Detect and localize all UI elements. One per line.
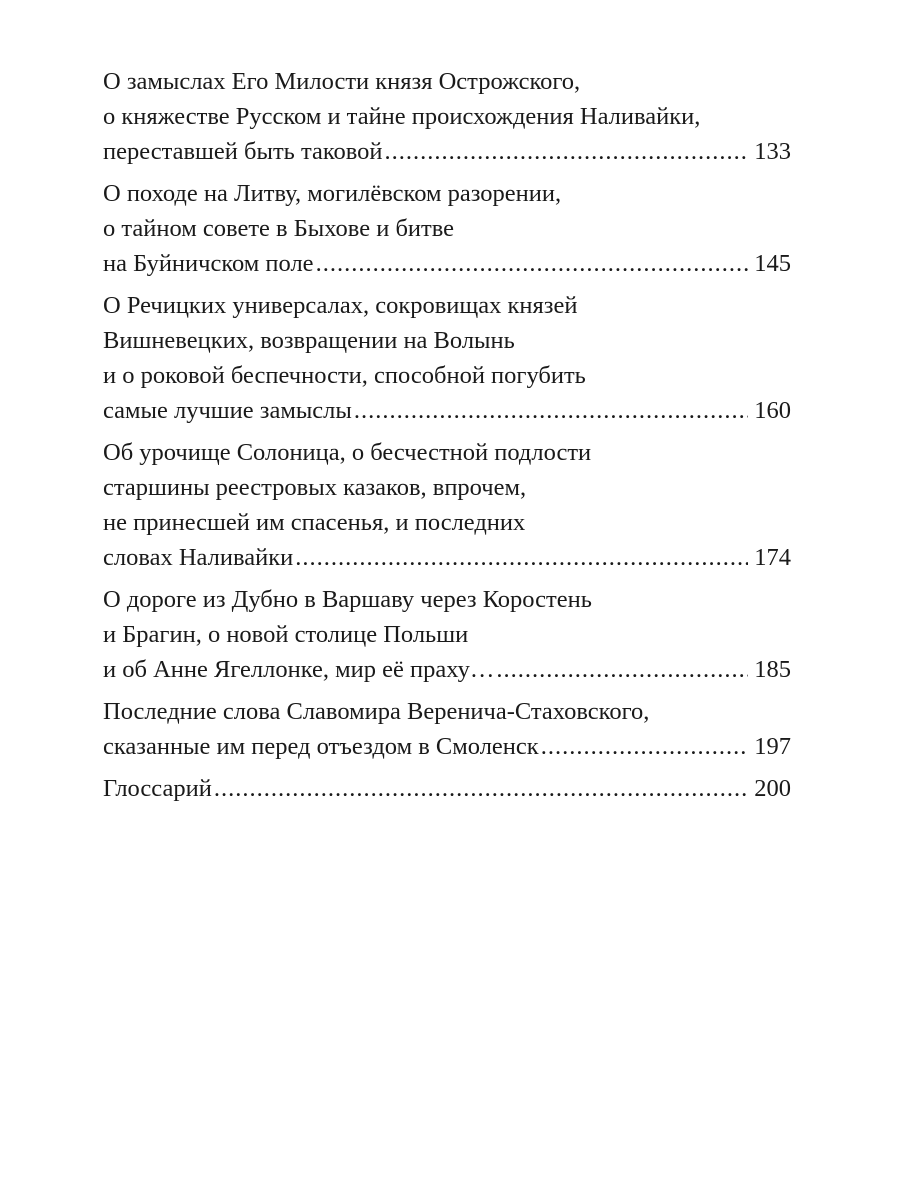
toc-entry[interactable] (103, 435, 791, 575)
toc-entry-title-line: О Речицких универсалах, сокровищах князей (103, 292, 578, 319)
toc-entry-title-line: и Брагин, о новой столице Польши (103, 621, 469, 648)
dot-leader (496, 652, 748, 687)
toc-entry-title-line: словах Наливайки (103, 544, 294, 571)
toc-entry-title-line: не принесшей им спасенья, и последних (103, 509, 526, 536)
toc-entry[interactable] (103, 176, 791, 281)
toc-page-number: 160 (754, 397, 791, 424)
dot-leader (214, 771, 748, 806)
toc-entry[interactable] (103, 694, 791, 764)
toc-entry-title-line: и об Анне Ягеллонке, мир её праху… (103, 656, 495, 683)
toc-page-number: 197 (754, 733, 791, 760)
toc-entry-title-line: переставшей быть таковой (103, 138, 383, 165)
toc-entry-title-line: о княжестве Русском и тайне происхождения Наливайки, (103, 103, 701, 130)
dot-leader (316, 246, 749, 281)
toc-entry-title-line: старшины реестровых казаков, впрочем, (103, 474, 527, 501)
dot-leader (541, 729, 749, 764)
toc-entry-last-line (103, 246, 791, 281)
toc-page-number: 185 (754, 656, 791, 683)
toc-entry-last-line (103, 652, 791, 687)
toc-entry-last-line (103, 729, 791, 764)
toc-entry-title-line: самые лучшие замыслы (103, 397, 352, 424)
dot-leader (354, 393, 748, 428)
toc-entry-title-line: О походе на Литву, могилёвском разорении, (103, 180, 562, 207)
toc-page-number: 133 (754, 138, 791, 165)
dot-leader (385, 134, 749, 169)
toc-page-number: 145 (754, 250, 791, 277)
toc-entry-last-line (103, 771, 791, 806)
toc-entry[interactable] (103, 771, 791, 806)
table-of-contents (103, 64, 791, 813)
toc-entry-last-line (103, 134, 791, 169)
toc-entry-title-line: Об урочище Солоница, о бесчестной подлости (103, 439, 592, 466)
toc-entry-title-line: сказанные им перед отъездом в Смоленск (103, 733, 539, 760)
toc-entry-title-line: о тайном совете в Быхове и битве (103, 215, 455, 242)
dot-leader (295, 540, 748, 575)
toc-entry-title-line: Последние слова Славомира Веренича-Стаховского, (103, 698, 650, 725)
toc-entry-title-line: и о роковой беспечности, способной погубить (103, 362, 586, 389)
toc-page-number: 200 (754, 775, 791, 802)
toc-entry[interactable] (103, 582, 791, 687)
toc-entry-title-line: на Буйничском поле (103, 250, 314, 277)
toc-entry[interactable] (103, 288, 791, 428)
toc-entry-last-line (103, 393, 791, 428)
toc-entry-title-line: Вишневецких, возвращении на Волынь (103, 327, 515, 354)
toc-entry-title-line: О дороге из Дубно в Варшаву через Коростень (103, 586, 592, 613)
toc-entry-title-line: О замыслах Его Милости князя Острожского, (103, 68, 581, 95)
toc-entry-title-line: Глоссарий (103, 775, 212, 802)
toc-entry-last-line (103, 540, 791, 575)
toc-page-number: 174 (754, 544, 791, 571)
toc-entry[interactable] (103, 64, 791, 169)
